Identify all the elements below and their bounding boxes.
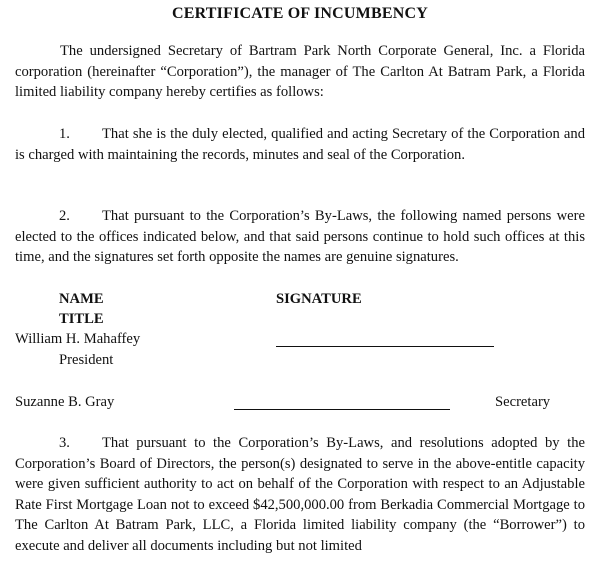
officer-2-name: Suzanne B. Gray	[15, 394, 115, 410]
item-3-text: That pursuant to the Corporation’s By-Laws, and resolutions adopted by the Corporation’s Board of Directors, the person(s) designated to serve in the above-entitle capacity were given sufficient authority to act on behalf of the Corporation with respect to an Adjustable Rate First Mortgage Loan not to exceed $42,500,000.00 from Berkadia Commercial Mortgage to The Carlton At Batram Park, LLC, a Florida limited liability company (the “Borrower”) to execute and deliver all documents including but not limited	[15, 435, 585, 554]
officer-1-name: William H. Mahaffey	[15, 331, 141, 347]
header-signature: SIGNATURE	[276, 291, 362, 307]
item-3-number: 3.	[59, 435, 70, 451]
item-3-paragraph	[15, 433, 585, 557]
officer-2-title: Secretary	[495, 394, 551, 410]
item-2-paragraph	[15, 206, 585, 268]
item-1-number: 1.	[59, 126, 70, 142]
item-1-paragraph	[15, 124, 585, 165]
officer-1-title: President	[59, 352, 114, 368]
item-2-text: That pursuant to the Corporation’s By-Laws, the following named persons were elected to the offices indicated below, and that said persons continue to hold such offices at this time, and the signatures set forth opposite the names are genuine signatures.	[15, 208, 585, 266]
header-name: NAME	[59, 291, 104, 307]
document-title: CERTIFICATE OF INCUMBENCY	[171, 5, 428, 22]
intro-text: The undersigned Secretary of Bartram Park North Corporate General, Inc. a Florida corporation (hereinafter “Corporation”), the manager of The Carlton At Batram Park, a Florida limited liability company hereby certifies as follows:	[15, 43, 585, 101]
header-title: TITLE	[59, 311, 104, 327]
intro-paragraph	[15, 41, 585, 103]
item-2-number: 2.	[59, 208, 70, 224]
item-1-text: That she is the duly elected, qualified and acting Secretary of the Corporation and is charged with maintaining the records, minutes and seal of the Corporation.	[15, 126, 585, 163]
officer-2-signature-line	[234, 409, 450, 410]
officer-1-signature-line	[276, 346, 494, 347]
